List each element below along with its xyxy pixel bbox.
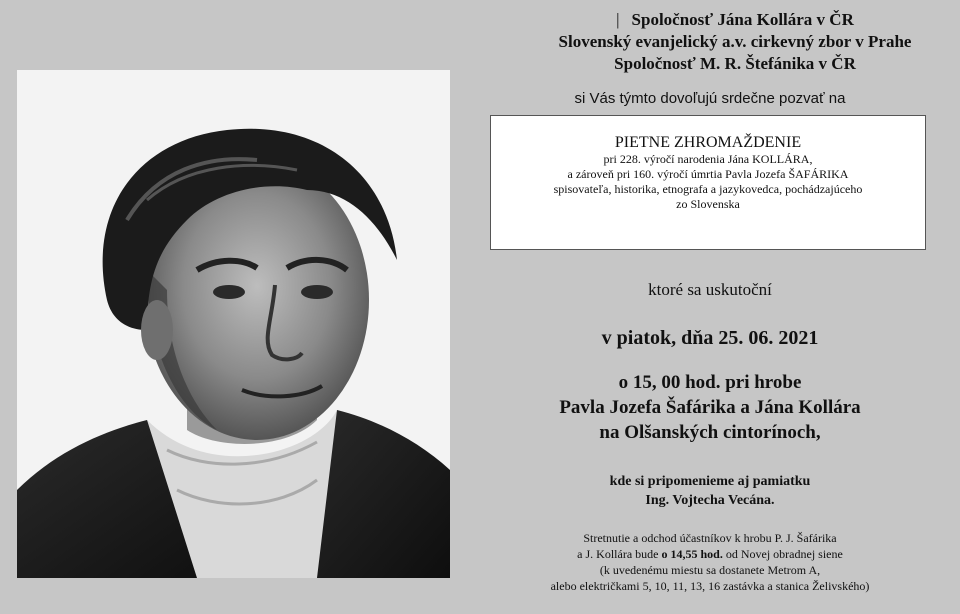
takes-place-text: ktoré sa uskutoční <box>648 280 772 299</box>
event-date: v piatok, dňa 25. 06. 2021 <box>601 327 819 349</box>
event-box <box>490 115 926 250</box>
invitation-text: si Vás týmto dovoľujú srdečne pozvať na <box>574 90 846 107</box>
separator-bar: | <box>616 10 620 29</box>
event-line-4: zo Slovenska <box>676 197 740 211</box>
details-line-1: Stretnutie a odchod účastníkov k hrobu P. J. Šafárika <box>583 531 837 545</box>
memory-line-2: Ing. Vojtecha Vecána. <box>645 493 775 508</box>
event-title: PIETNE ZHROMAŽDENIE <box>614 134 802 151</box>
event-place <box>500 370 920 445</box>
details-line-3: (k uvedenému miestu sa dostanete Metrom A, <box>599 563 821 577</box>
place-line-1: o 15, 00 hod. pri hrobe <box>618 372 802 393</box>
meeting-details <box>495 530 925 594</box>
place-line-3: na Olšanských cintorínoch, <box>599 422 821 443</box>
meeting-time: o 14,55 hod. <box>661 547 723 561</box>
memory-text <box>500 472 920 510</box>
memory-line-1: kde si pripomenieme aj pamiatku <box>609 474 811 489</box>
details-line-2-pre: a J. Kollára bude <box>577 547 662 561</box>
organizer-1 <box>520 10 950 30</box>
event-line-2: a zároveň pri 160. výročí úmrtia Pavla Jozefa ŠAFÁRIKA <box>567 167 849 181</box>
details-line-2 <box>495 546 925 562</box>
portrait-engraving <box>17 70 450 578</box>
details-line-2-post: od Novej obradnej siene <box>722 547 843 561</box>
organizer-2: Slovenský evanjelický a.v. cirkevný zbor v Prahe <box>558 32 912 51</box>
organizer-1-text: Spoločnosť Jána Kollára v ČR <box>631 10 854 29</box>
place-line-2: Pavla Jozefa Šafárika a Jána Kollára <box>559 397 861 418</box>
organizer-3: Spoločnosť M. R. Štefánika v ČR <box>614 54 856 73</box>
event-line-1: pri 228. výročí narodenia Jána KOLLÁRA, <box>603 152 813 166</box>
event-line-3: spisovateľa, historika, etnografa a jazykovedca, pochádzajúceho <box>553 182 863 196</box>
portrait-image <box>17 70 450 578</box>
details-line-4: alebo električkami 5, 10, 11, 13, 16 zastávka a stanica Želivského) <box>550 579 870 593</box>
